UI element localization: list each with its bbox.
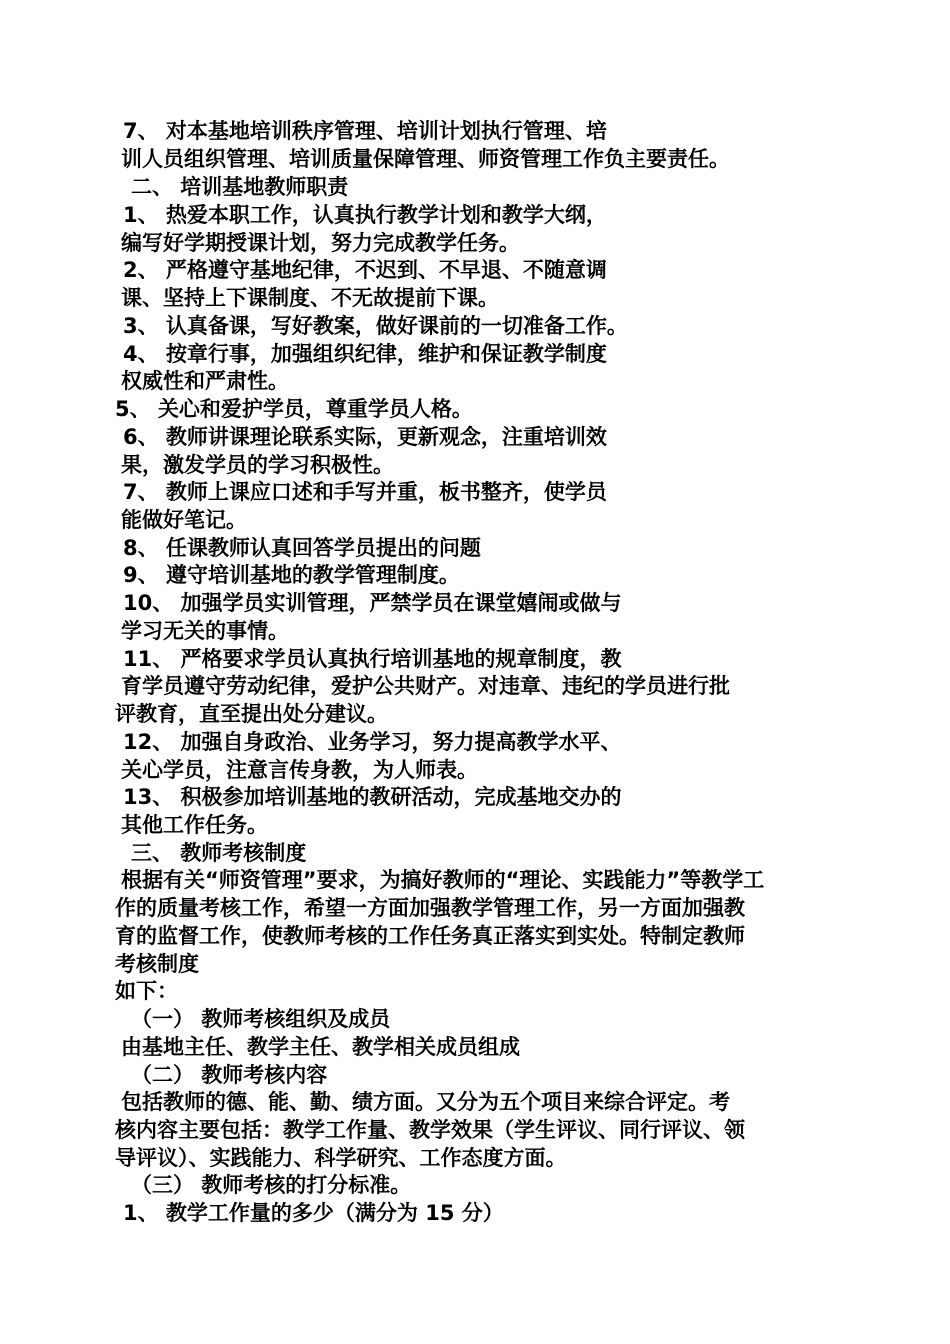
subsection-heading: （三） 教师考核的打分标准。 [131,1173,412,1197]
text-line: 能做好笔记。 [121,508,247,532]
text-line: 训人员组织管理、培训质量保障管理、师资管理工作负主要责任。 [121,147,730,171]
text-line: 育的监督工作，使教师考核的工作任务真正落实到实处。特制定教师 [115,924,745,948]
text-line: 其他工作任务。 [121,813,268,837]
text-line: 育学员遵守劳动纪律，爱护公共财产。对违章、违纪的学员进行批 [121,674,730,698]
text-line: 学习无关的事情。 [121,619,289,643]
text-line: 作的质量考核工作，希望一方面加强教学管理工作，另一方面加强教 [115,896,745,920]
text-line: 评教育，直至提出处分建议。 [115,702,388,726]
text-line: 8、 任课教师认真回答学员提出的问题 [123,536,481,560]
text-line: 13、 积极参加培训基地的教研活动，完成基地交办的 [123,785,622,809]
text-line: 课、坚持上下课制度、不无故提前下课。 [121,286,499,310]
text-line: 权威性和严肃性。 [121,369,289,393]
section-heading: 二、 培训基地教师职责 [131,175,349,199]
text-line: 9、 遵守培训基地的教学管理制度。 [123,563,460,587]
text-line: 核内容主要包括：教学工作量、教学效果（学生评议、同行评议、领 [115,1118,745,1142]
section-heading: 三、 教师考核制度 [131,841,307,865]
text-line: 11、 严格要求学员认真执行培训基地的规章制度，教 [123,647,622,671]
text-line: 3、 认真备课，写好教案，做好课前的一切准备工作。 [123,314,628,338]
subsection-heading: （二） 教师考核内容 [131,1063,328,1087]
text-line: 7、 对本基地培训秩序管理、培训计划执行管理、培 [123,119,607,143]
text-line: 如下： [115,979,178,1003]
text-line: 导评议）、实践能力、科学研究、工作态度方面。 [115,1146,567,1170]
text-line: 10、 加强学员实训管理，严禁学员在课堂嬉闹或做与 [123,591,622,615]
text-line: 由基地主任、教学主任、教学相关成员组成 [121,1035,520,1059]
text-line: 编写好学期授课计划，努力完成教学任务。 [121,231,520,255]
text-line: 考核制度 [115,952,199,976]
text-line: 1、 教学工作量的多少（满分为 15 分） [123,1201,504,1225]
text-line: 6、 教师讲课理论联系实际，更新观念，注重培训效 [123,425,607,449]
text-line: 2、 严格遵守基地纪律，不迟到、不早退、不随意调 [123,258,607,282]
text-line: 包括教师的德、能、勤、绩方面。又分为五个项目来综合评定。考 [121,1090,730,1114]
text-line: 根据有关“师资管理”要求，为搞好教师的“理论、实践能力”等教学工 [121,868,765,892]
text-line: 5、 关心和爱护学员，尊重学员人格。 [115,397,473,421]
text-line: 7、 教师上课应口述和手写并重，板书整齐，使学员 [123,480,607,504]
text-line: 关心学员，注意言传身教，为人师表。 [121,758,478,782]
text-line: 果，激发学员的学习积极性。 [121,453,394,477]
text-line: 12、 加强自身政治、业务学习，努力提高教学水平、 [123,730,622,754]
text-line: 1、 热爱本职工作，认真执行教学计划和教学大纲， [123,203,607,227]
text-line: 4、 按章行事，加强组织纪律，维护和保证教学制度 [123,342,607,366]
subsection-heading: （一） 教师考核组织及成员 [131,1007,391,1031]
